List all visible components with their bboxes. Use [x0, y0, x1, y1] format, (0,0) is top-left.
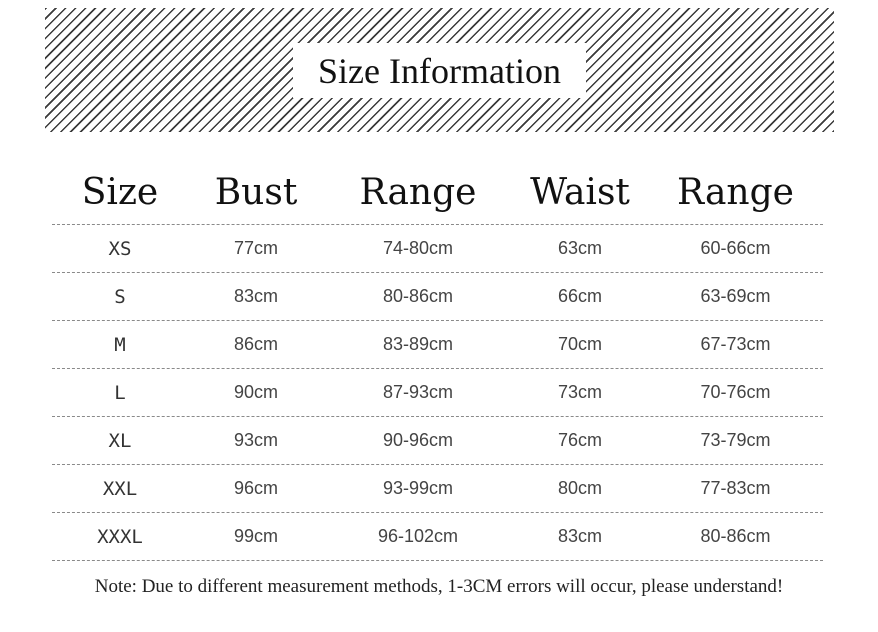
size-cell: XS [108, 237, 132, 260]
table-row [52, 272, 823, 320]
size-cell: L [114, 381, 126, 404]
bust-cell: 90cm [233, 382, 278, 402]
table-row [52, 464, 823, 512]
size-cell: XXL [102, 477, 138, 500]
waist-range-cell: 73-79cm [700, 430, 771, 450]
waist-cell: 80cm [557, 478, 602, 498]
table-row [52, 320, 823, 368]
waist-range-cell: 63-69cm [700, 286, 771, 306]
bust-range-cell: 80-86cm [382, 286, 454, 306]
waist-cell: 63cm [557, 238, 602, 258]
table-row [52, 224, 823, 272]
waist-range-cell: 80-86cm [700, 526, 771, 546]
header-bust: Bust [214, 171, 298, 213]
waist-range-cell: 77-83cm [700, 478, 771, 498]
size-information-banner [45, 8, 834, 132]
waist-range-cell: 60-66cm [700, 238, 771, 258]
header-waist-range: Range [677, 171, 794, 213]
size-cell: XL [108, 429, 132, 452]
waist-range-cell: 67-73cm [700, 334, 771, 354]
waist-cell: 76cm [557, 430, 602, 450]
banner-title-box [293, 43, 586, 98]
waist-cell: 66cm [557, 286, 602, 306]
bust-range-cell: 93-99cm [382, 478, 454, 498]
bust-range-cell: 90-96cm [382, 430, 454, 450]
table-row [52, 512, 823, 561]
waist-cell: 70cm [557, 334, 602, 354]
bust-range-cell: 83-89cm [382, 334, 454, 354]
size-cell: M [114, 333, 126, 356]
header-bust-range: Range [359, 171, 477, 213]
bust-cell: 99cm [233, 526, 278, 546]
header-waist: Waist [530, 171, 630, 213]
waist-cell: 73cm [557, 382, 602, 402]
size-cell: S [114, 285, 126, 308]
size-cell: XXXL [97, 525, 143, 548]
measurement-note: Note: Due to different measurement methods, 1-3CM errors will occur, please understand! [94, 576, 784, 597]
waist-cell: 83cm [557, 526, 602, 546]
bust-range-cell: 87-93cm [382, 382, 454, 402]
waist-range-cell: 70-76cm [700, 382, 771, 402]
table-row [52, 416, 823, 464]
size-table [52, 160, 823, 561]
table-row [52, 368, 823, 416]
bust-cell: 77cm [233, 238, 278, 258]
bust-range-cell: 96-102cm [377, 526, 459, 546]
bust-cell: 86cm [233, 334, 278, 354]
bust-range-cell: 74-80cm [382, 238, 454, 258]
bust-cell: 93cm [233, 430, 278, 450]
header-size: Size [81, 171, 159, 213]
bust-cell: 83cm [233, 286, 278, 306]
table-header-row [52, 160, 823, 224]
banner-title: Size Information [318, 50, 561, 91]
bust-cell: 96cm [233, 478, 278, 498]
